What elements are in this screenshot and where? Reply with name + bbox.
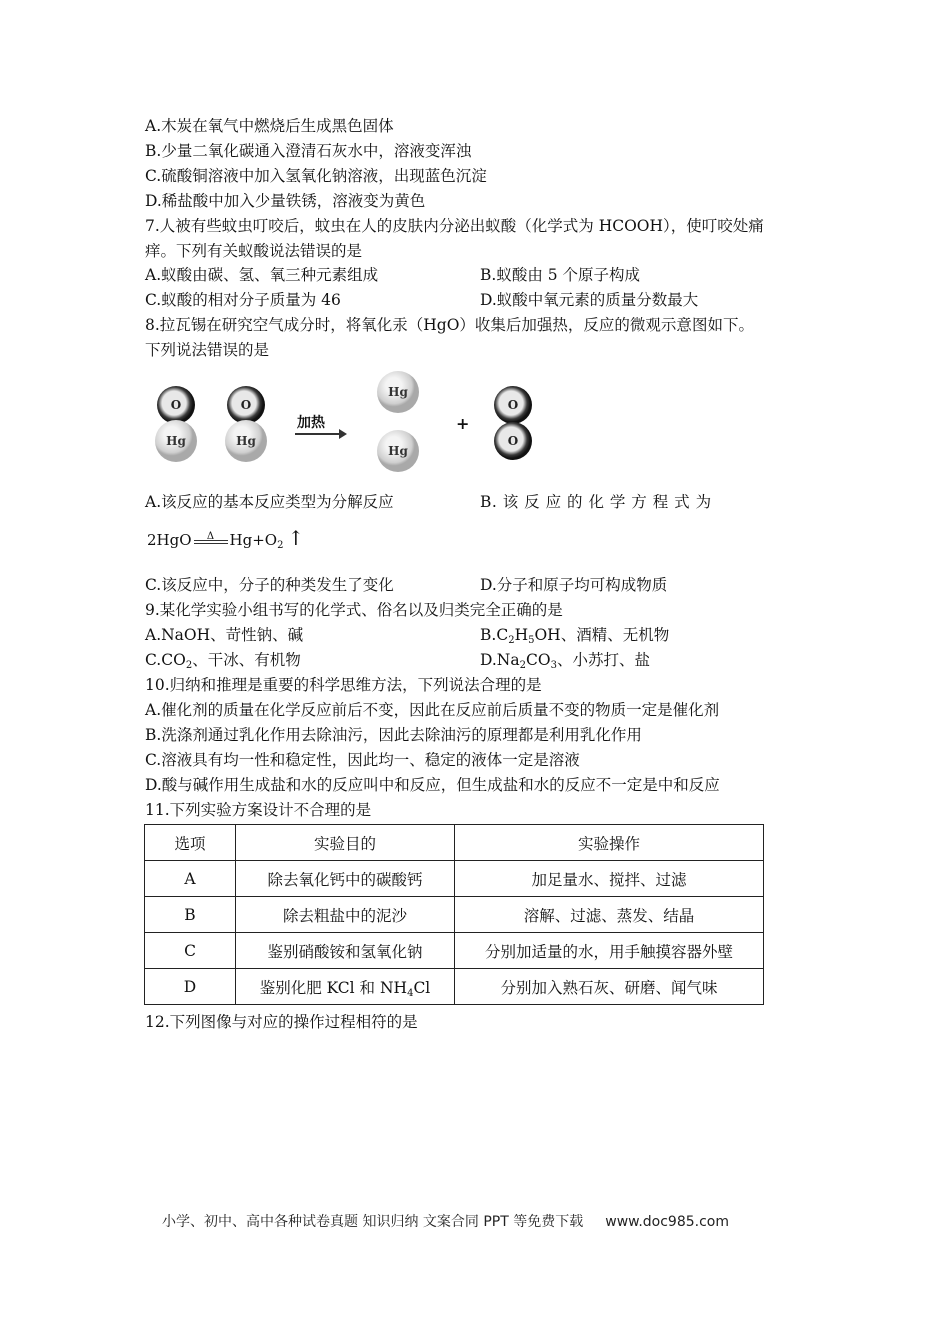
plus-sign: + bbox=[456, 414, 470, 433]
table-cell: 分别加适量的水，用手触摸容器外壁 bbox=[455, 933, 764, 969]
mercury-atom: Hg bbox=[155, 420, 197, 462]
question-9-stem: 9.某化学实验小组书写的化学式、俗名以及归类完全正确的是 bbox=[145, 601, 563, 619]
q7-option-d: D.蚁酸中氧元素的质量分数最大 bbox=[480, 291, 699, 309]
table-row bbox=[145, 861, 764, 897]
question-7-stem: 7.人被有些蚊虫叮咬后，蚊虫在人的皮肤内分泌出蚁酸（化学式为 HCOOH），使叮咬处痛 bbox=[145, 217, 764, 235]
q7-option-c: C.蚁酸的相对分子质量为 46 bbox=[145, 291, 341, 309]
q9-option-b: $B.C_2H_5OH$、酒精、无机物 bbox=[480, 626, 670, 646]
table-cell: C bbox=[145, 933, 236, 969]
mercury-atom: Hg bbox=[377, 430, 419, 472]
table-cell: 除去粗盐中的泥沙 bbox=[236, 897, 455, 933]
reaction-micro-diagram bbox=[145, 368, 565, 478]
q10-option-b: B.洗涤剂通过乳化作用去除油污，因此去除油污的原理都是利用乳化作用 bbox=[145, 726, 642, 744]
option-b-text: B.少量二氧化碳通入澄清石灰水中，溶液变浑浊 bbox=[145, 142, 472, 160]
q7-option-b: B.蚁酸由 5 个原子构成 bbox=[480, 266, 641, 284]
q9-option-c: $C.CO_2$、干冰、有机物 bbox=[145, 651, 301, 671]
reaction-arrow bbox=[295, 433, 345, 435]
header-option: 选项 bbox=[145, 825, 236, 861]
question-12-stem: 12.下列图像与对应的操作过程相符的是 bbox=[145, 1013, 418, 1031]
mercury-atom: Hg bbox=[377, 371, 419, 413]
q8-option-d: D.分子和原子均可构成物质 bbox=[480, 576, 668, 594]
oxygen-atom: O bbox=[494, 422, 532, 460]
table-row bbox=[145, 933, 764, 969]
q9-option-d: $D.Na_2CO_3$、小苏打、盐 bbox=[480, 651, 650, 671]
equation-subscript: 2 bbox=[277, 540, 284, 551]
table-cell: 除去氧化钙中的碳酸钙 bbox=[236, 861, 455, 897]
oxygen-atom: O bbox=[157, 386, 195, 424]
oxygen-atom: O bbox=[494, 386, 532, 424]
question-11-stem: 11.下列实验方案设计不合理的是 bbox=[145, 801, 372, 819]
table-cell: B bbox=[145, 897, 236, 933]
page-footer bbox=[162, 1211, 729, 1231]
q10-option-a: A.催化剂的质量在化学反应前后不变，因此在反应前后质量不变的物质一定是催化剂 bbox=[145, 701, 720, 719]
equation-rhs: Hg+O bbox=[229, 531, 278, 549]
option-d-text: D.稀盐酸中加入少量铁锈，溶液变为黄色 bbox=[145, 192, 426, 210]
table-row bbox=[145, 969, 764, 1005]
chemical-equation bbox=[147, 526, 304, 550]
table-cell: 分别加入熟石灰、研磨、闻气味 bbox=[455, 969, 764, 1005]
q9-option-a: A.NaOH、苛性钠、碱 bbox=[145, 626, 304, 644]
table-cell: A bbox=[145, 861, 236, 897]
q8-option-c: C.该反应中，分子的种类发生了变化 bbox=[145, 576, 394, 594]
mercury-atom: Hg bbox=[225, 420, 267, 462]
question-7-stem-cont: 痒。下列有关蚁酸说法错误的是 bbox=[145, 242, 363, 260]
table-row bbox=[145, 897, 764, 933]
q8-option-b: B. 该 反 应 的 化 学 方 程 式 为 bbox=[480, 493, 712, 511]
table-cell: 溶解、过滤、蒸发、结晶 bbox=[455, 897, 764, 933]
oxygen-atom: O bbox=[227, 386, 265, 424]
header-operation: 实验操作 bbox=[455, 825, 764, 861]
experiment-table bbox=[144, 824, 764, 1005]
footer-url[interactable]: www.doc985.com bbox=[605, 1214, 729, 1230]
heating-label: 加热 bbox=[297, 415, 325, 431]
option-a-text: A.木炭在氧气中燃烧后生成黑色固体 bbox=[145, 117, 394, 135]
table-header-row bbox=[145, 825, 764, 861]
table-cell: 鉴别化肥 KCl 和 $NH_4Cl$ bbox=[236, 969, 455, 1005]
table-cell: 鉴别硝酸铵和氢氧化钠 bbox=[236, 933, 455, 969]
option-c-text: C.硫酸铜溶液中加入氢氧化钠溶液，出现蓝色沉淀 bbox=[145, 167, 487, 185]
q8-option-a: A.该反应的基本反应类型为分解反应 bbox=[145, 493, 394, 511]
equation-lhs: 2HgO bbox=[147, 531, 192, 549]
question-10-stem: 10.归纳和推理是重要的科学思维方法，下列说法合理的是 bbox=[145, 676, 542, 694]
question-8-stem: 8.拉瓦锡在研究空气成分时，将氧化汞（HgO）收集后加强热，反应的微观示意图如下。 bbox=[145, 316, 754, 334]
gas-arrow-icon: ↑ bbox=[287, 526, 305, 550]
table-cell: 加足量水、搅拌、过滤 bbox=[455, 861, 764, 897]
question-8-stem-cont: 下列说法错误的是 bbox=[145, 341, 270, 359]
table-cell: D bbox=[145, 969, 236, 1005]
q7-option-a: A.蚁酸由碳、氢、氧三种元素组成 bbox=[145, 266, 379, 284]
q10-option-d: D.酸与碱作用生成盐和水的反应叫中和反应，但生成盐和水的反应不一定是中和反应 bbox=[145, 776, 720, 794]
footer-text: 小学、初中、高中各种试卷真题 知识归纳 文案合同 PPT 等免费下载 bbox=[162, 1214, 584, 1230]
q10-option-c: C.溶液具有均一性和稳定性，因此均一、稳定的液体一定是溶液 bbox=[145, 751, 580, 769]
delta-symbol: Δ bbox=[206, 531, 215, 542]
header-purpose: 实验目的 bbox=[236, 825, 455, 861]
